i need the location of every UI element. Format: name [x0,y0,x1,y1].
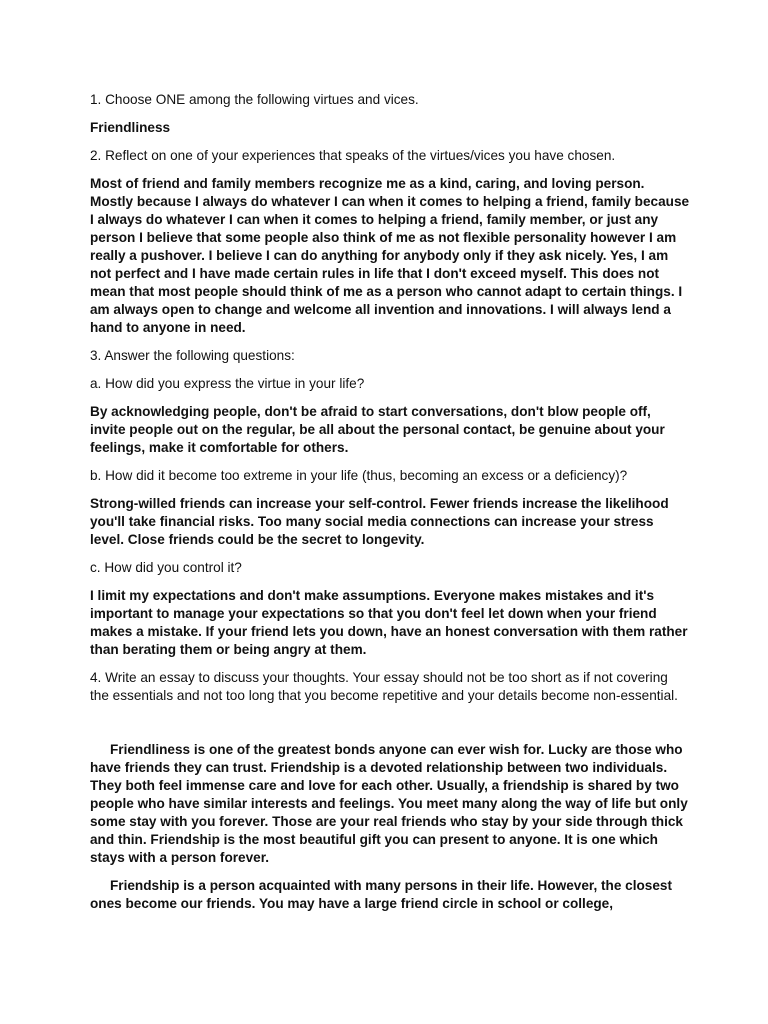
answer-2: Most of friend and family members recognize me as a kind, caring, and loving person. Mostly because I always do whatever I can when it comes to helping a friend, family because I always do whatever I can when it comes to helping a friend, family member, or just any person I believe that some people also think of me as not flexible personality however I am really a pushover. I believe I can do anything for anybody only if they ask nicely. Yes, I am not perfect and I have made certain rules in life that I don't exceed myself. This does not mean that most people should think of me as a person who cannot adapt to certain things. I am always open to change and welcome all invention and innovations. I will always lend a hand to anyone in need. [90,176,690,335]
question-3: 3. Answer the following questions: [90,348,295,363]
answer-3b: Strong-willed friends can increase your self-control. Fewer friends increase the likelihood you'll take financial risks. Too many social media connections can increase your stress level. Close friends could be the secret to longevity. [90,496,669,547]
answer-3c: I limit my expectations and don't make assumptions. Everyone makes mistakes and it's important to manage your expectations so that you don't feel let down when your friend makes a mistake. If your friend lets you down, have an honest conversation with them rather than berating them or being angry at them. [90,588,688,657]
answer-3a: By acknowledging people, don't be afraid to start conversations, don't blow people off, invite people out on the regular, be all about the personal contact, be genuine about your feelings, make it comfortable for others. [90,404,665,455]
document-page [90,91,690,923]
question-2: 2. Reflect on one of your experiences that speaks of the virtues/vices you have chosen. [90,148,616,163]
question-3b: b. How did it become too extreme in your life (thus, becoming an excess or a deficiency)? [90,468,628,483]
question-4: 4. Write an essay to discuss your thoughts. Your essay should not be too short as if not covering the essentials and not too long that you become repetitive and your details become non-essential. [90,670,678,703]
chosen-virtue: Friendliness [90,120,171,135]
essay-paragraph-2: Friendship is a person acquainted with many persons in their life. However, the closest ones become our friends. You may have a large friend circle in school or college, [90,878,673,911]
spacer [90,715,690,741]
question-3c: c. How did you control it? [90,560,242,575]
essay-paragraph-1: Friendliness is one of the greatest bonds anyone can ever wish for. Lucky are those who have friends they can trust. Friendship is a devoted relationship between two individuals. They both feel immense care and love for each other. Usually, a friendship is shared by two people who have similar interests and feelings. You meet many along the way of life but only some stay with you forever. Those are your real friends who stay by your side through thick and thin. Friendship is the most beautiful gift you can present to anyone. It is one which stays with a person forever. [90,742,688,865]
question-1: 1. Choose ONE among the following virtues and vices. [90,92,419,107]
question-3a: a. How did you express the virtue in your life? [90,376,365,391]
